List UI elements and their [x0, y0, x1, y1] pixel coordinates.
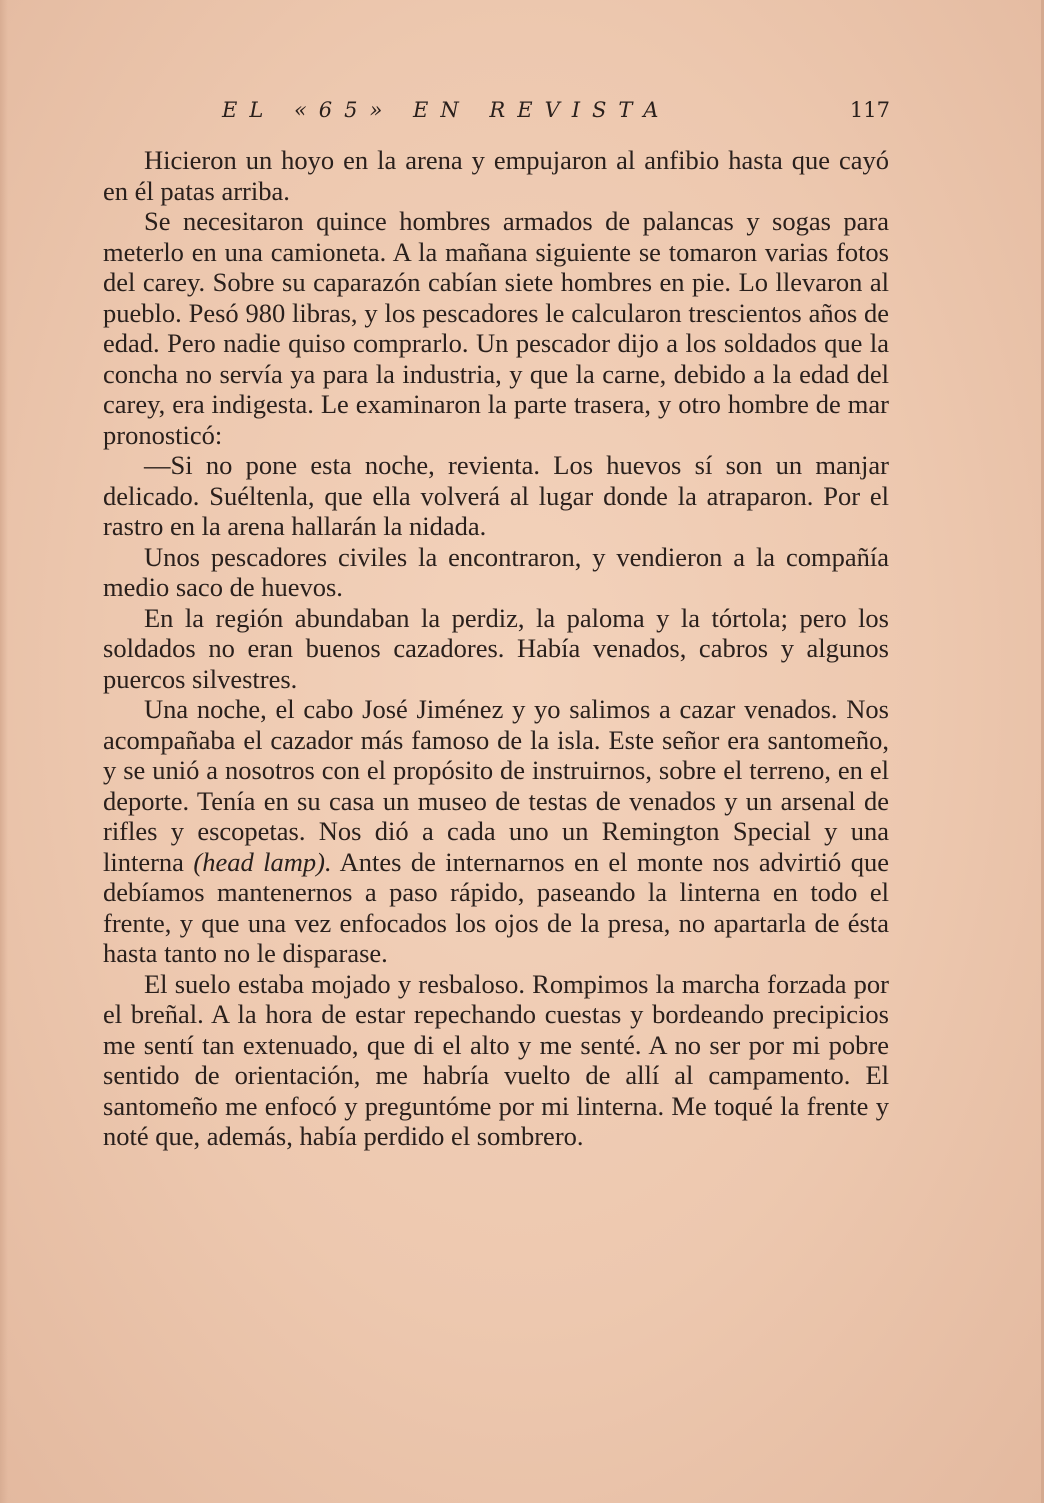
paragraph-7: El suelo estaba mojado y resbaloso. Rompimos la marcha forzada por el breñal. A la hora de estar repechando cuestas y bordeando precipicios me sentí tan extenuado, que di el alto y me senté. A no ser por mi pobre sentido de orientación, me habría vuelto de allí al campamento. El santomeño me enfocó y preguntóme por mi linterna. Me toqué la frente y noté que, además, había perdido el sombrero. — [103, 968, 889, 1151]
running-title: EL «65» EN REVISTA — [222, 98, 671, 122]
page-number: 117 — [849, 98, 890, 122]
paragraph-4: Unos pescadores civiles la encontraron, y vendieron a la compañía medio saco de huevos. — [103, 541, 889, 602]
running-head — [222, 98, 890, 128]
page-spine-shadow — [0, 0, 8, 1503]
paragraph-1: Hicieron un hoyo en la arena y empujaron al anfibio hasta que cayó en él patas arriba. — [103, 145, 889, 206]
paragraph-3: —Si no pone esta noche, revienta. Los huevos sí son un manjar delicado. Suéltenla, que ella volverá al lugar donde la atraparon. Por el rastro en la arena hallarán la nidada. — [103, 450, 889, 541]
paragraph-6 — [103, 694, 889, 969]
paragraph-6-main: Una noche, el cabo José Jiménez y yo salimos a cazar venados. Nos acompañaba el cazador más famoso de la isla. Este señor era santomeño, y se unió a nosotros con el propósito de instruirnos, sobre el terreno, en el deporte. Tenía en su casa un museo de testas de venados y un arsenal de rifles y escopetas. Nos dió a cada uno un Remington Special y una linterna — [103, 694, 889, 877]
body-text — [103, 145, 889, 1152]
paragraph-5: En la región abundaban la perdiz, la paloma y la tórtola; pero los soldados no eran buenos cazadores. Había venados, cabros y algunos puercos silvestres. — [103, 602, 889, 694]
paragraph-2: Se necesitaron quince hombres armados de palancas y sogas para meterlo en una camioneta. A la mañana siguiente se tomaron varias fotos del carey. Sobre su caparazón cabían siete hombres en pie. Lo llevaron al pueblo. Pesó 980 libras, y los pescadores le calcularon trescientos años de edad. Pero nadie quiso comprarlo. Un pescador dijo a los soldados que la concha no servía ya para la industria, y que la carne, debido a la edad del carey, era indigesta. Le examinaron la parte trasera, y otro hombre de mar pronosticó: — [103, 206, 889, 450]
paragraph-6-italic: (head lamp). — [193, 846, 332, 877]
paragraph-6-rest: Antes de internarnos en el monte nos advirtió que debíamos mantenernos a paso rápido, paseando la linterna en todo el frente, y que una vez enfocados los ojos de la presa, no apartarla de ésta hasta tanto no le disparase. — [103, 846, 889, 968]
